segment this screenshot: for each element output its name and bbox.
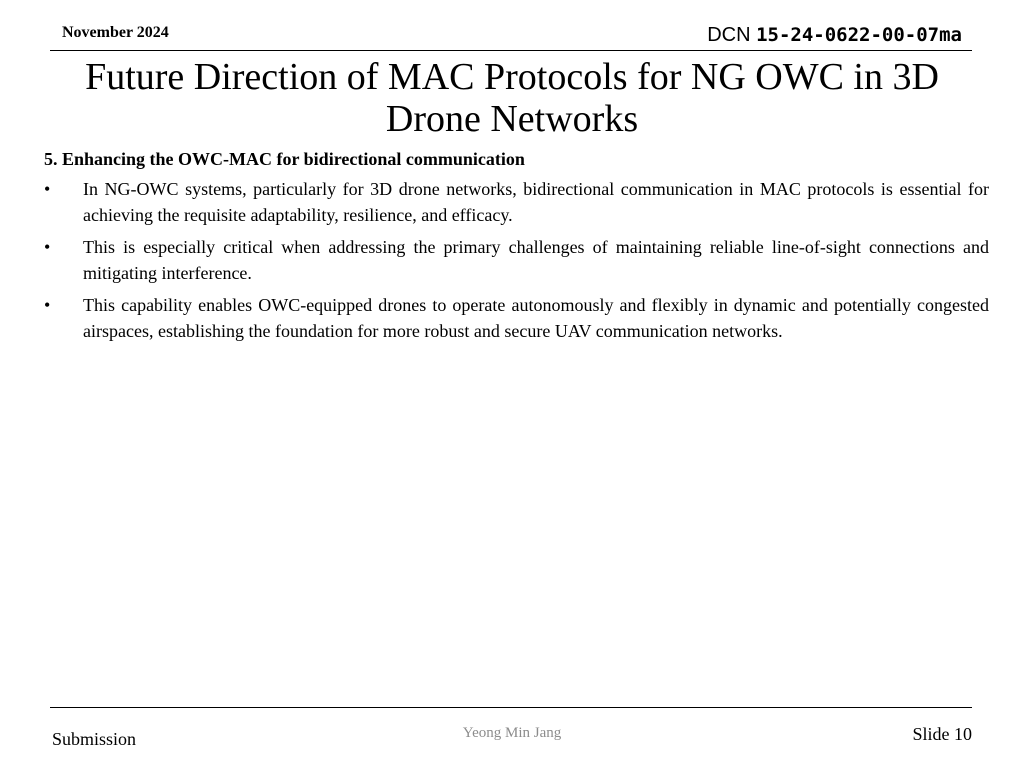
bullet-text: This is especially critical when addressing the primary challenges of maintaining reliable line-of-sight connections and mitigating interference.: [83, 237, 989, 283]
slide-title: Future Direction of MAC Protocols for NG OWC in 3D Drone Networks: [85, 56, 939, 140]
dcn-label: [707, 24, 962, 47]
bullet-text: In NG-OWC systems, particularly for 3D drone networks, bidirectional communication in MAC protocols is essential for achieving the requisite adaptability, resilience, and efficacy.: [83, 179, 989, 225]
bullet-item: [44, 292, 989, 344]
dcn-number: 15-24-0622-00-07ma: [756, 24, 962, 46]
footer-divider: [50, 707, 972, 708]
dcn-prefix: DCN: [707, 24, 751, 46]
bullet-icon: •: [44, 179, 51, 199]
footer-author: Yeong Min Jang: [462, 725, 562, 741]
bullet-item: [44, 234, 989, 286]
header-date: November 2024: [62, 24, 169, 41]
slide-body: [44, 146, 989, 350]
bullet-text: This capability enables OWC-equipped drones to operate autonomously and flexibly in dynamic and potentially congested airspaces, establishing the foundation for more robust and secure UAV communication networks.: [83, 295, 989, 341]
section-heading: 5. Enhancing the OWC-MAC for bidirectional communication: [44, 149, 525, 169]
slide-number: Slide 10: [912, 724, 972, 744]
bullet-item: [44, 176, 989, 228]
header-divider: [50, 50, 972, 51]
bullet-icon: •: [44, 295, 51, 315]
footer-submission: Submission: [52, 729, 137, 749]
bullet-icon: •: [44, 237, 51, 257]
bullet-list: [44, 176, 989, 344]
